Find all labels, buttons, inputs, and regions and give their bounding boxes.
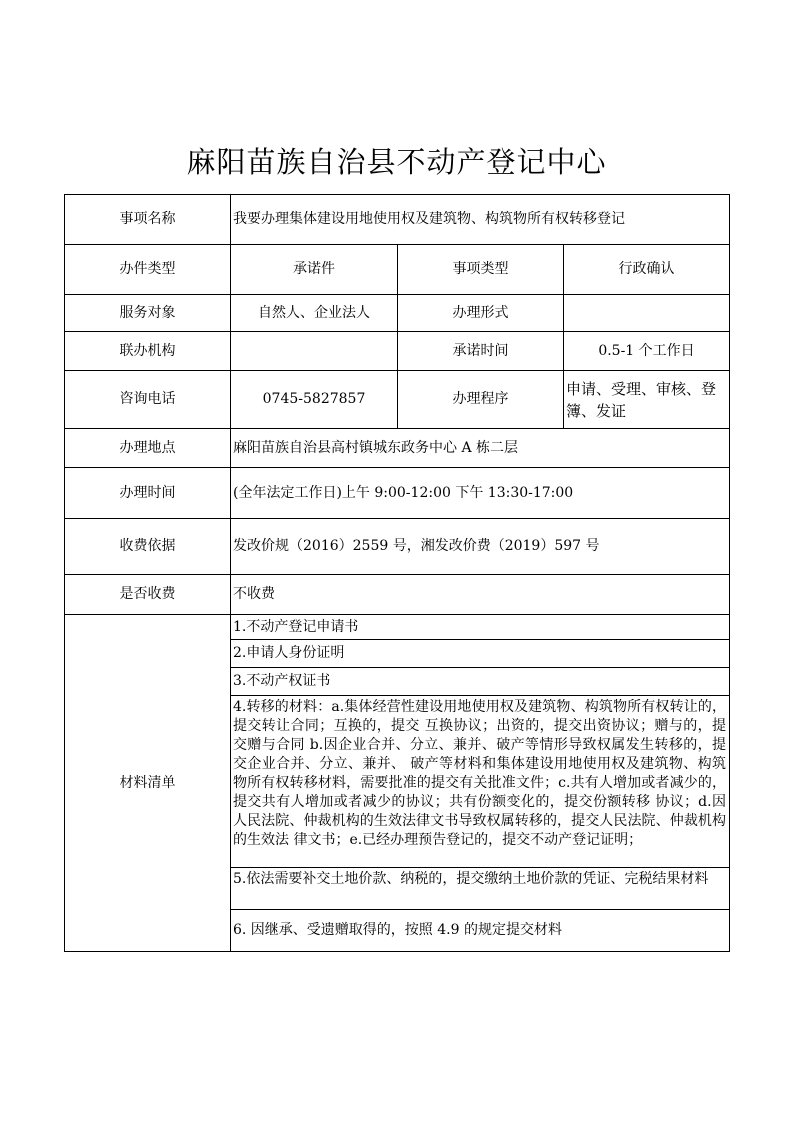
materials-label: 材料清单	[65, 615, 231, 952]
fee-basis-value: 发改价规（2016）2559 号，湘发改价费（2019）597 号	[231, 519, 730, 575]
promise-time-value: 0.5-1 个工作日	[564, 332, 730, 371]
item-name-label: 事项名称	[65, 195, 231, 245]
fee-charged-value: 不收费	[231, 575, 730, 615]
material-item: 3.不动产权证书	[231, 668, 730, 696]
joint-agency-label: 联办机构	[65, 332, 231, 371]
handle-type-value: 承诺件	[231, 245, 398, 295]
service-target-label: 服务对象	[65, 295, 231, 332]
promise-time-label: 承诺时间	[398, 332, 564, 371]
handle-form-value	[564, 295, 730, 332]
service-target-value: 自然人、企业法人	[231, 295, 398, 332]
material-item: 5.依法需要补交土地价款、纳税的，提交缴纳土地价款的凭证、完税结果材料	[231, 868, 730, 910]
hours-label: 办理时间	[65, 468, 231, 519]
hours-value: (全年法定工作日)上午 9:00-12:00 下午 13:30-17:00	[231, 468, 730, 519]
registration-info-table	[64, 194, 730, 952]
handle-form-label: 办理形式	[398, 295, 564, 332]
material-item: 2.申请人身份证明	[231, 640, 730, 668]
handle-type-label: 办件类型	[65, 245, 231, 295]
procedure-value: 申请、受理、审核、登簿、发证	[564, 371, 730, 429]
matter-type-value: 行政确认	[564, 245, 730, 295]
page-title: 麻阳苗族自治县不动产登记中心	[186, 145, 607, 179]
phone-value: 0745-5827857	[231, 371, 398, 429]
location-value: 麻阳苗族自治县高村镇城东政务中心 A 栋二层	[231, 429, 730, 468]
fee-basis-label: 收费依据	[65, 519, 231, 575]
material-item: 6. 因继承、受遗赠取得的，按照 4.9 的规定提交材料	[231, 910, 730, 952]
material-item: 1.不动产登记申请书	[231, 615, 730, 640]
location-label: 办理地点	[65, 429, 231, 468]
matter-type-label: 事项类型	[398, 245, 564, 295]
joint-agency-value	[231, 332, 398, 371]
item-name-value: 我要办理集体建设用地使用权及建筑物、构筑物所有权转移登记	[231, 195, 730, 245]
material-item: 4.转移的材料：a.集体经营性建设用地使用权及建筑物、构筑物所有权转让的，提交转让合同；互换的，提交 互换协议；出资的，提交出资协议；赠与的，提交赠与合同 b.因企业合并、分立、兼并、破产等情形导致权属发生转移的，提交企业合并、分立、兼并、 破产等材料和集体建设用地使用权及建筑物、构筑物所有权转移材料，需要批准的提交有关批准文件；c.共有人增加或者减少的，提交共有人增加或者减少的协议；共有份额变化的，提交份额转移 协议；d.因人民法院、仲裁机构的生效法律文书导致权属转移的，提交人民法院、仲裁机构的生效法 律文书；e.已经办理预告登记的，提交不动产登记证明；	[231, 696, 730, 868]
procedure-label: 办理程序	[398, 371, 564, 429]
phone-label: 咨询电话	[65, 371, 231, 429]
fee-charged-label: 是否收费	[65, 575, 231, 615]
